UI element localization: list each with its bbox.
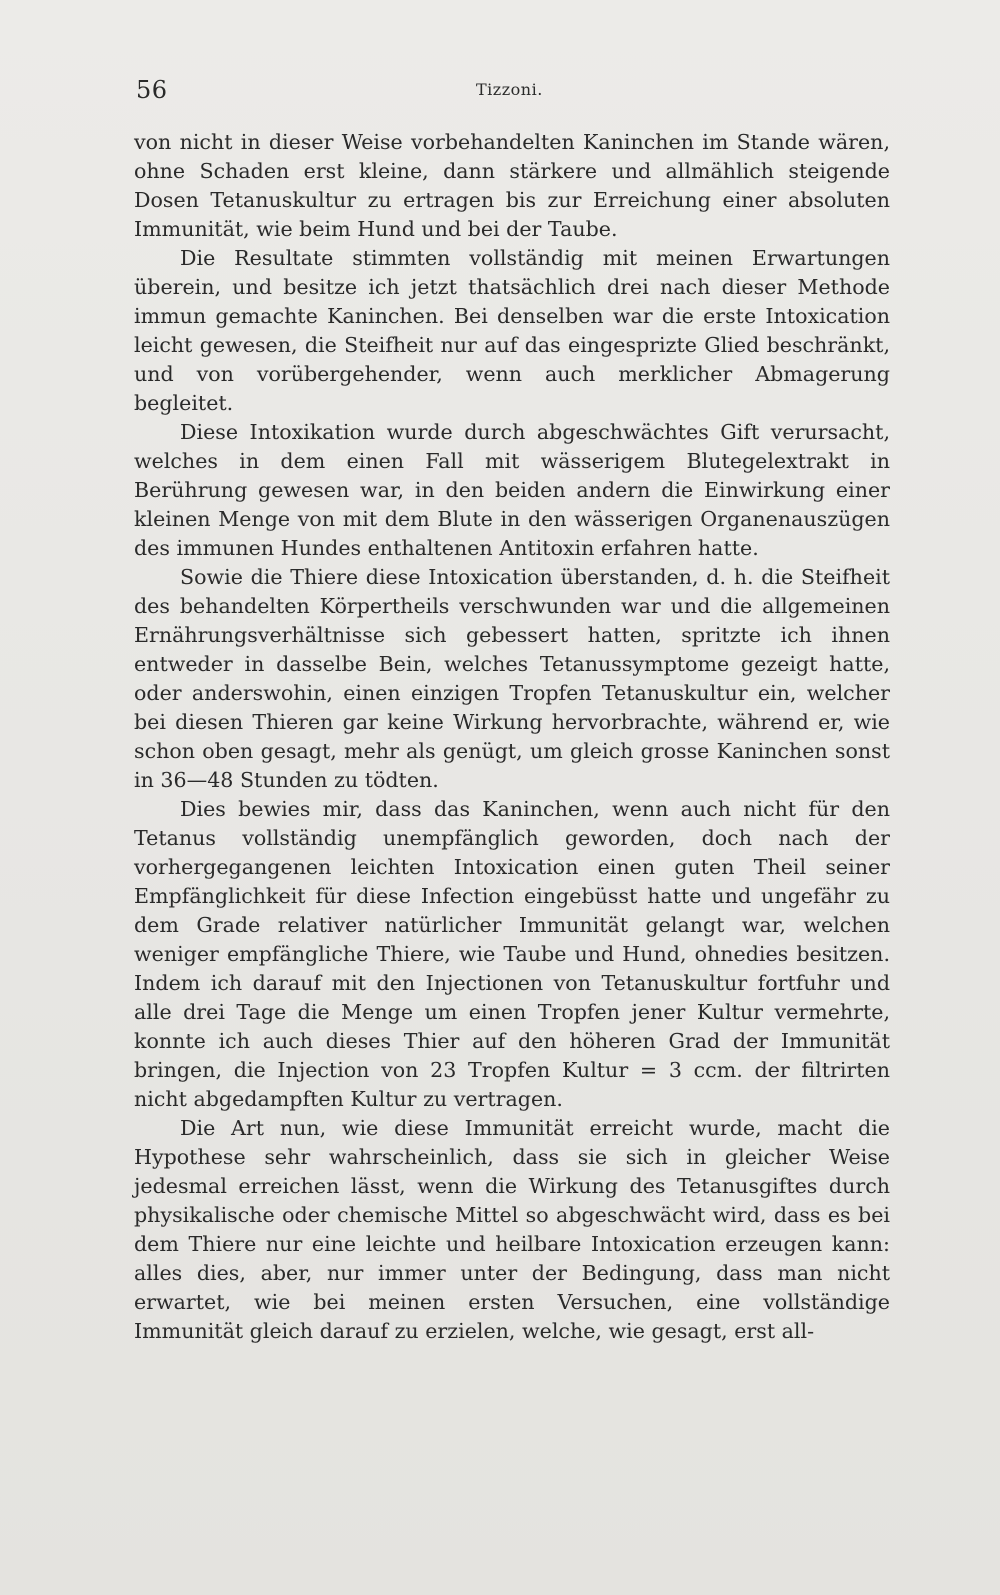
paragraph-3: Diese Intoxikation wurde durch abgeschwächtes Gift verursacht, welches in dem einen Fall mit wässerigem Blutegelextrakt in Berührung gewesen war, in den beiden andern die Einwirkung einer kleinen Menge von mit dem Blute in den wässerigen Organenauszügen des immunen Hundes enthaltenen Antitoxin erfahren hatte. (134, 420, 890, 560)
paragraph-1: von nicht in dieser Weise vorbehandelten Kaninchen im Stande wären, ohne Schaden erst kleine, dann stärkere und allmählich steigende Dosen Tetanuskultur zu ertragen bis zur Erreichung einer absoluten Immunität, wie beim Hund und bei der Taube. (134, 130, 890, 241)
page-number: 56 (136, 76, 168, 104)
paragraph-4: Sowie die Thiere diese Intoxication überstanden, d. h. die Steifheit des behandelten Körpertheils verschwunden war und die allgemeinen Ernährungsverhältnisse sich gebessert hatten, spritzte ich ihnen entweder in dasselbe Bein, welches Tetanussymptome gezeigt hatte, oder anderswohin, einen einzigen Tropfen Tetanuskultur ein, welcher bei diesen Thieren gar keine Wirkung hervorbrachte, während er, wie schon oben gesagt, mehr als genügt, um gleich grosse Kaninchen sonst in 36—48 Stunden zu tödten. (134, 565, 890, 792)
paragraph-6: Die Art nun, wie diese Immunität erreicht wurde, macht die Hypothese sehr wahrscheinlich, dass sie sich in gleicher Weise jedesmal erreichen lässt, wenn die Wirkung des Tetanusgiftes durch physikalische oder chemische Mittel so abgeschwächt wird, dass es bei dem Thiere nur eine leichte und heilbare Intoxication erzeugen kann: alles dies, aber, nur immer unter der Bedingung, dass man nicht erwartet, wie bei meinen ersten Versuchen, eine vollständige Immunität gleich darauf zu erzielen, welche, wie gesagt, erst all- (134, 1116, 890, 1343)
running-title: Tizzoni. (476, 80, 543, 99)
body-text (134, 128, 890, 1346)
paragraph-2: Die Resultate stimmten vollständig mit meinen Erwartungen überein, und besitze ich jetzt thatsächlich drei nach dieser Methode immun gemachte Kaninchen. Bei denselben war die erste Intoxication leicht gewesen, die Steifheit nur auf das eingesprizte Glied beschränkt, und von vorübergehender, wenn auch merklicher Abmagerung begleitet. (134, 246, 890, 415)
page-header (136, 76, 888, 108)
paragraph-5: Dies bewies mir, dass das Kaninchen, wenn auch nicht für den Tetanus vollständig unempfänglich geworden, doch nach der vorhergegangenen leichten Intoxication einen guten Theil seiner Empfänglichkeit für diese Infection eingebüsst hatte und ungefähr zu dem Grade relativer natürlicher Immunität gelangt war, welchen weniger empfängliche Thiere, wie Taube und Hund, ohnedies besitzen. Indem ich darauf mit den Injectionen von Tetanuskultur fortfuhr und alle drei Tage die Menge um einen Tropfen jener Kultur vermehrte, konnte ich auch dieses Thier auf den höheren Grad der Immunität bringen, die Injection von 23 Tropfen Kultur = 3 ccm. der filtrirten nicht abgedampften Kultur zu vertragen. (134, 797, 890, 1111)
